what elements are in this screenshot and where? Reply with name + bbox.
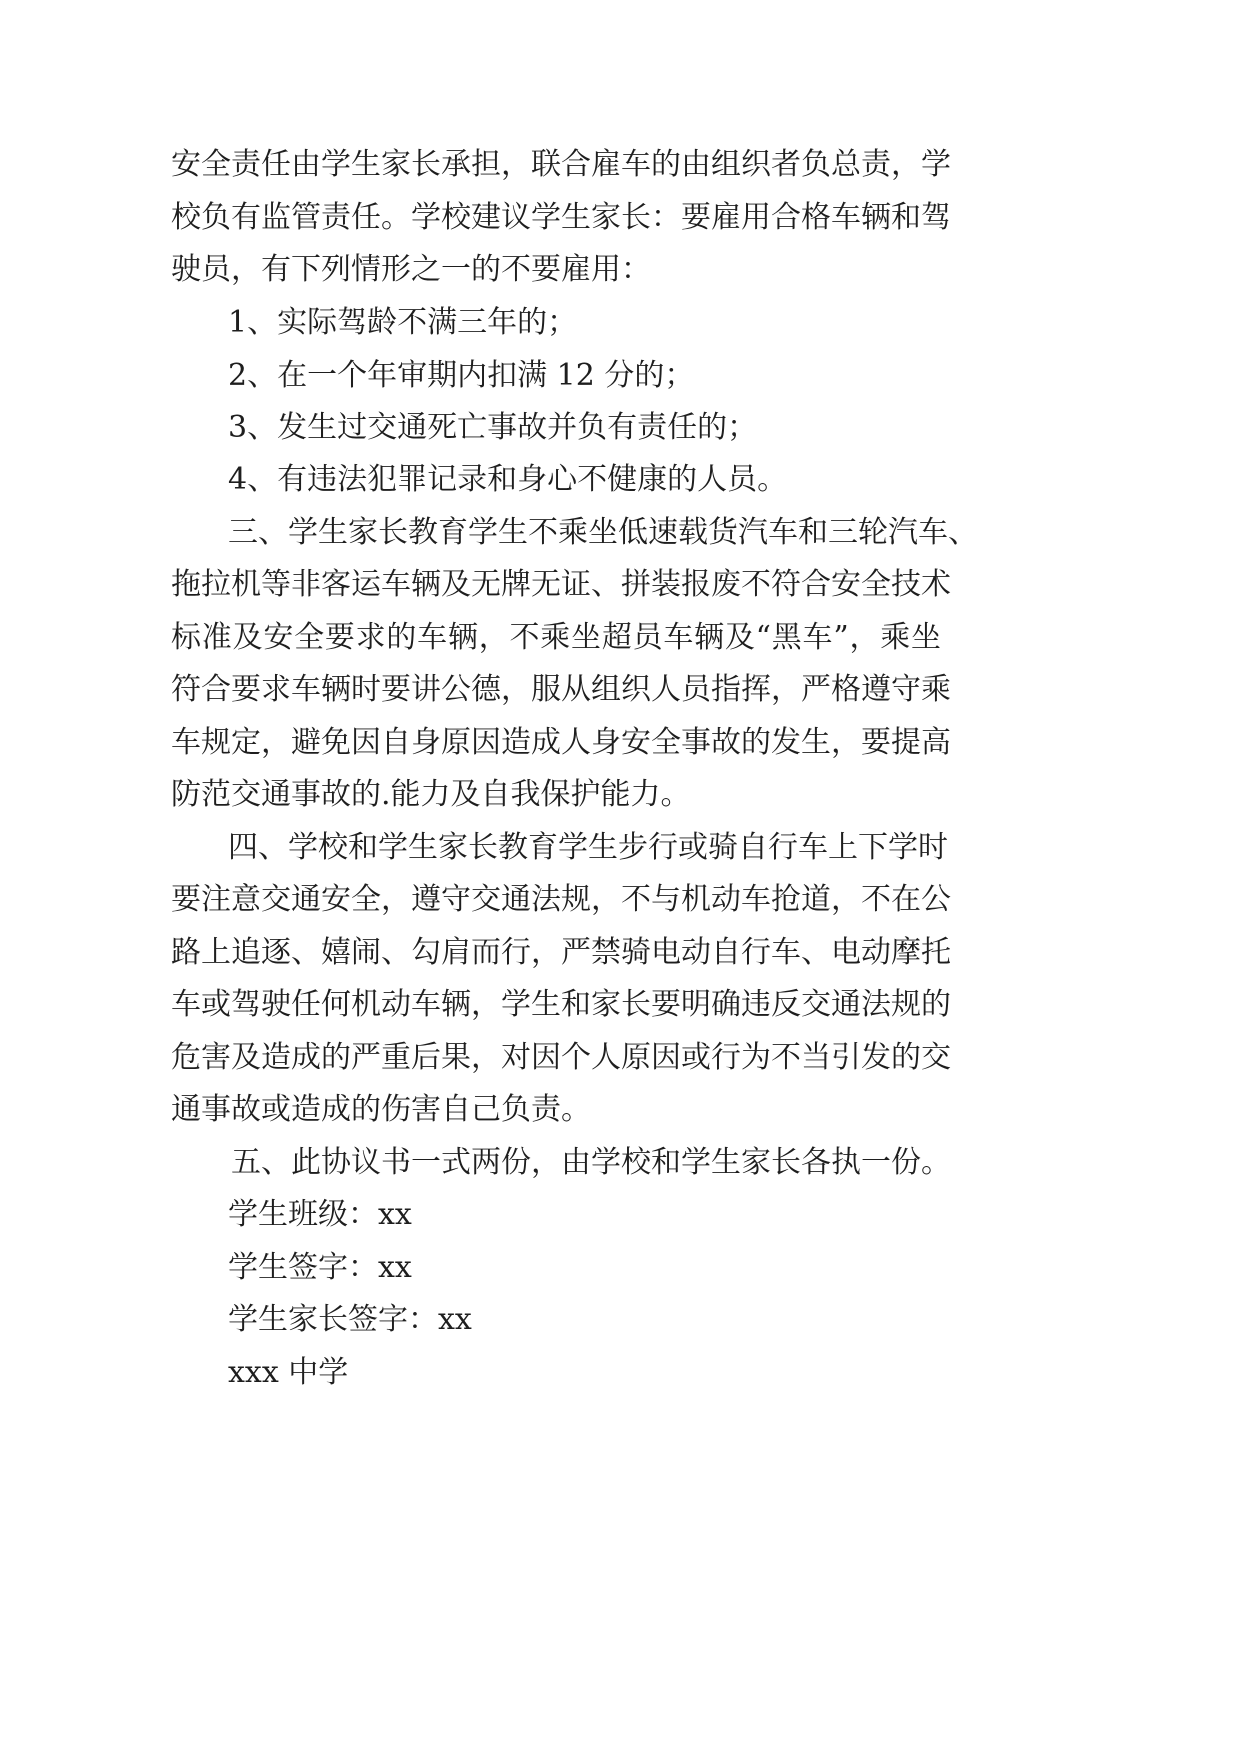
- body-line: 符合要求车辆时要讲公德，服从组织人员指挥，严格遵守乘: [171, 672, 951, 707]
- parent-signature-field: 学生家长签字：xx: [228, 1302, 472, 1337]
- body-line: 标准及安全要求的车辆，不乘坐超员车辆及“黑车”，乘坐: [171, 620, 941, 655]
- school-name: xxx 中学: [228, 1355, 349, 1390]
- list-item: 2、在一个年审期内扣满 12 分的；: [228, 358, 695, 393]
- list-item: 1、实际驾龄不满三年的；: [228, 305, 578, 340]
- body-line: 校负有监管责任。学校建议学生家长：要雇用合格车辆和驾: [171, 200, 951, 235]
- student-signature-field: 学生签字：xx: [228, 1250, 412, 1285]
- body-line: 车规定，避免因自身原因造成人身安全事故的发生，要提高: [171, 725, 951, 760]
- student-class-field: 学生班级：xx: [228, 1197, 412, 1232]
- list-item: 4、有违法犯罪记录和身心不健康的人员。: [228, 462, 788, 497]
- section-four-first-line: 四、学校和学生家长教育学生步行或骑自行车上下学时: [228, 830, 948, 865]
- body-line: 车或驾驶任何机动车辆，学生和家长要明确违反交通法规的: [171, 987, 951, 1022]
- list-item: 3、发生过交通死亡事故并负有责任的；: [228, 410, 758, 445]
- body-line: 防范交通事故的.能力及自我保护能力。: [171, 777, 691, 812]
- body-line: 驶员，有下列情形之一的不要雇用：: [171, 252, 651, 287]
- body-line: 通事故或造成的伤害自己负责。: [171, 1092, 591, 1127]
- body-line: 要注意交通安全，遵守交通法规，不与机动车抢道，不在公: [171, 882, 951, 917]
- section-three-first-line: 三、学生家长教育学生不乘坐低速载货汽车和三轮汽车、: [228, 515, 978, 550]
- body-line: 危害及造成的严重后果，对因个人原因或行为不当引发的交: [171, 1040, 951, 1075]
- body-line: 拖拉机等非客运车辆及无牌无证、拼装报废不符合安全技术: [171, 567, 951, 602]
- body-line: 安全责任由学生家长承担，联合雇车的由组织者负总责，学: [171, 147, 951, 182]
- section-five-line: 五、此协议书一式两份，由学校和学生家长各执一份。: [231, 1145, 951, 1180]
- body-line: 路上追逐、嬉闹、勾肩而行，严禁骑电动自行车、电动摩托: [171, 935, 951, 970]
